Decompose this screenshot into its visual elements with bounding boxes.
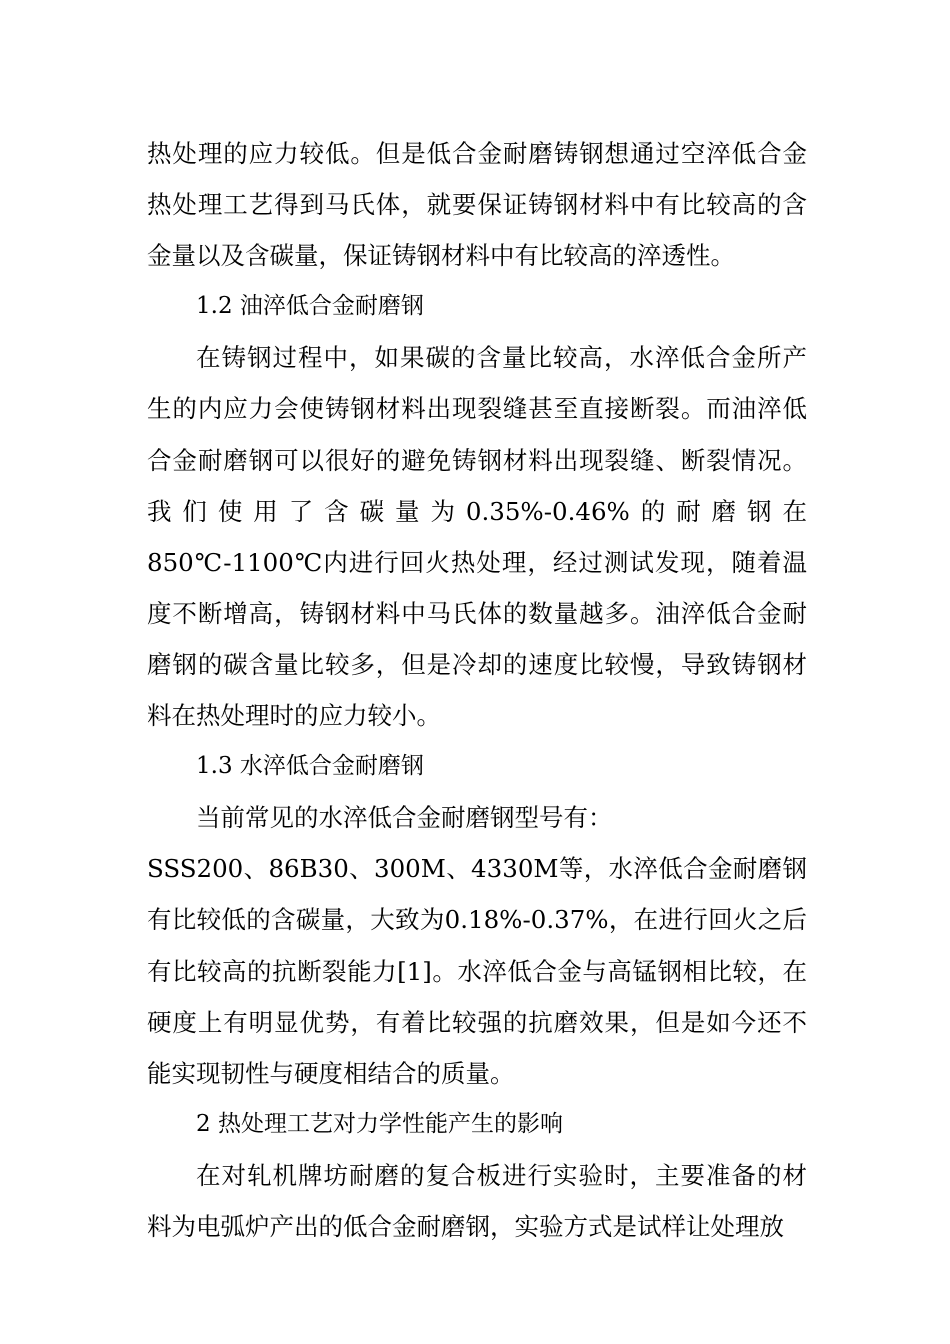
section-heading-1-2: 1.2 油淬低合金耐磨钢 [196,293,424,320]
paragraph-water-quench-models: SSS200、86B30、300M、4330M等，水淬低合金耐磨钢有比较低的含碳量，大致为0.18%-0.37%，在进行回火之后有比较高的抗断裂能力[1]。水淬低合金与高锰钢相比较，在硬度上有明显优势，有着比较强的抗磨效果，但是如今还不能实现韧性与硬度相结合的质量。 [147,854,807,1088]
paragraph-oil-quench: 在铸钢过程中，如果碳的含量比较高，水淬低合金所产生的内应力会使铸钢材料出现裂缝甚至直接断裂。而油淬低合金耐磨钢可以很好的避免铸钢材料出现裂缝、断裂情况。我们使用了含碳量为0.35%-0.46%的耐磨钢在850℃-1100℃内进行回火热处理，经过测试发现，随着温度不断增高，铸钢材料中马氏体的数量越多。油淬低合金耐磨钢的碳含量比较多，但是冷却的速度比较慢，导致铸钢材料在热处理时的应力较小。 [147,343,807,731]
section-heading-1-3: 1.3 水淬低合金耐磨钢 [196,753,424,780]
document-body [147,128,807,1252]
paragraph-continuation: 热处理的应力较低。但是低合金耐磨铸钢想通过空淬低合金热处理工艺得到马氏体，就要保证铸钢材料中有比较高的含金量以及含碳量，保证铸钢材料中有比较高的淬透性。 [147,139,807,271]
section-heading-2: 2 热处理工艺对力学性能产生的影响 [196,1110,563,1137]
paragraph-experiment: 在对轧机牌坊耐磨的复合板进行实验时，主要准备的材料为电弧炉产出的低合金耐磨钢，实验方式是试样让处理放 [147,1160,807,1241]
paragraph-water-quench-intro: 当前常见的水淬低合金耐磨钢型号有： [196,803,613,833]
